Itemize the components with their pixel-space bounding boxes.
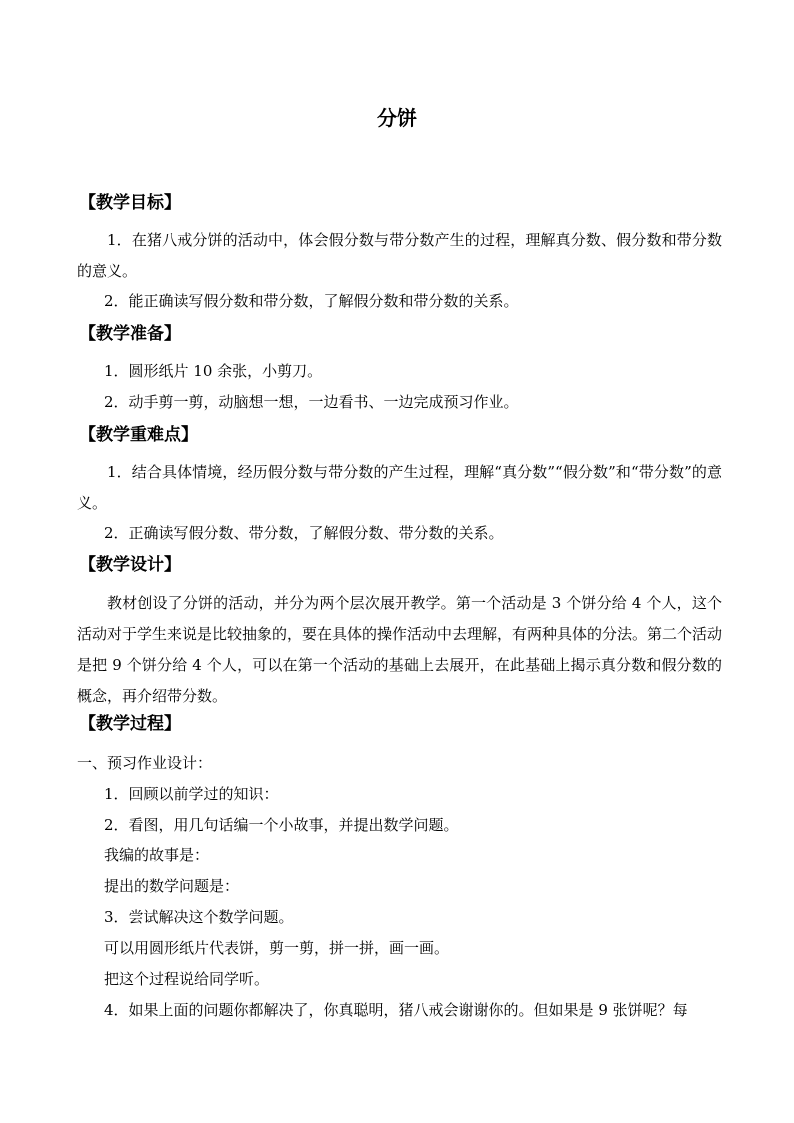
heading-teaching-process: 【教学过程】 (79, 714, 181, 734)
process-line-8: 4．如果上面的问题你都解决了，你真聪明，猪八戒会谢谢你的。但如果是 9 张饼呢？每 (104, 1001, 688, 1019)
heading-teaching-goals: 【教学目标】 (79, 193, 181, 213)
prep-item-2: 2．动手剪一剪，动脑想一想，一边看书、一边完成预习作业。 (104, 393, 519, 411)
process-line-4: 提出的数学问题是： (104, 877, 240, 895)
process-line-6: 可以用圆形纸片代表饼，剪一剪，拼一拼，画一画。 (104, 939, 450, 957)
heading-teaching-design: 【教学设计】 (79, 555, 181, 575)
process-subheading: 一、预习作业设计： (77, 754, 213, 772)
goals-item-2: 2．能正确读写假分数和带分数，了解假分数和带分数的关系。 (104, 292, 519, 310)
process-line-2: 2．看图，用几句话编一个小故事，并提出数学问题。 (104, 816, 459, 834)
process-line-1: 1．回顾以前学过的知识： (104, 785, 279, 803)
goals-item-1: 1．在猪八戒分饼的活动中，体会假分数与带分数产生的过程，理解真分数、假分数和带分数的意义。 (77, 231, 722, 280)
process-line-3: 我编的故事是： (104, 846, 210, 864)
page-title: 分饼 (377, 106, 417, 130)
process-line-5: 3．尝试解决这个数学问题。 (104, 908, 294, 926)
heading-key-points: 【教学重难点】 (79, 425, 198, 445)
process-line-7: 把这个过程说给同学听。 (104, 970, 270, 988)
heading-teaching-prep: 【教学准备】 (79, 324, 181, 344)
design-paragraph: 教材创设了分饼的活动，并分为两个层次展开教学。第一个活动是 3 个饼分给 4 个人，这个活动对于学生来说是比较抽象的，要在具体的操作活动中去理解，有两种具体的分法。第二个活动是把 9 个饼分给 4 个人，可以在第一个活动的基础上去展开，在此基础上揭示真分数和假分数的概念，再介绍带分数。 (77, 594, 723, 705)
key-item-1: 1．结合具体情境，经历假分数与带分数的产生过程，理解“真分数”“假分数”和“带分数”的意义。 (77, 463, 722, 512)
prep-item-1: 1．圆形纸片 10 余张，小剪刀。 (104, 362, 323, 380)
key-item-2: 2．正确读写假分数、带分数，了解假分数、带分数的关系。 (104, 524, 504, 542)
